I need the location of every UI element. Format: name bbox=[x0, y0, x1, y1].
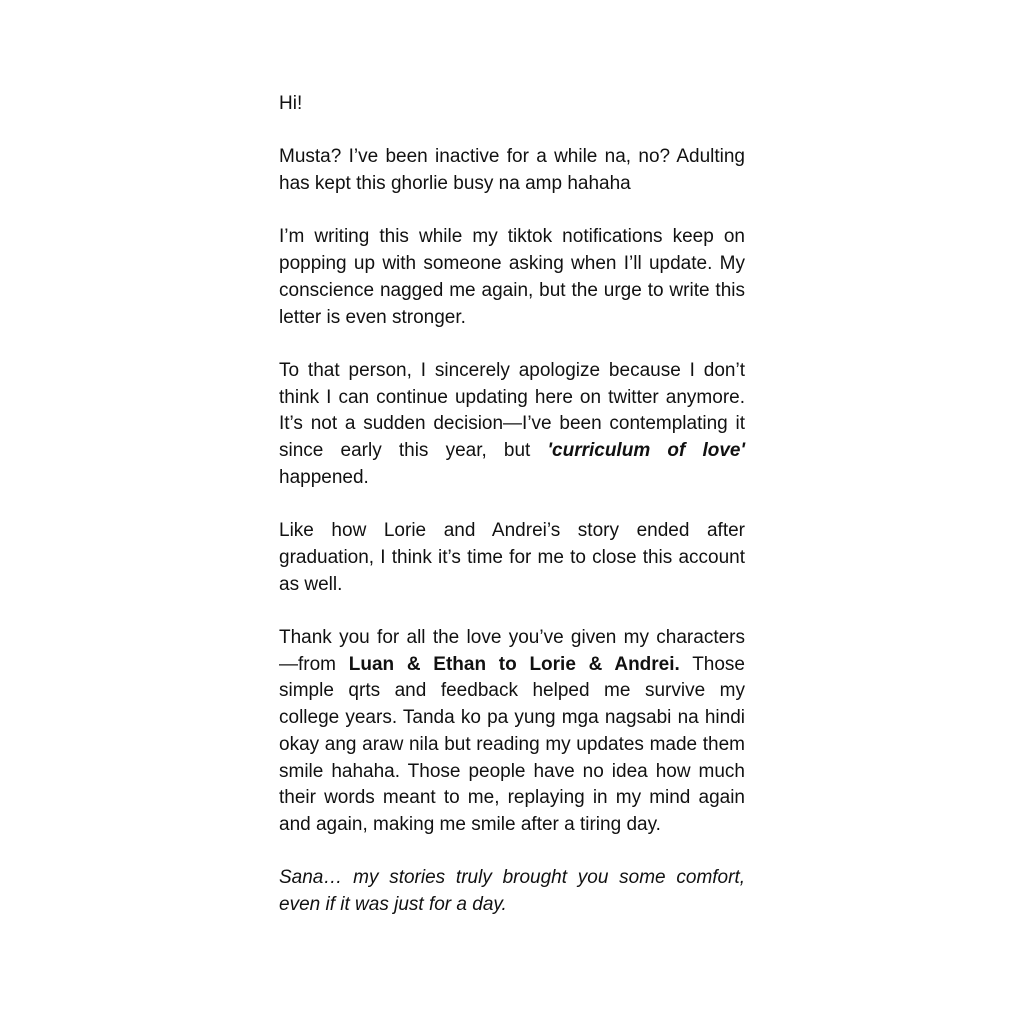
paragraph-musta: Musta? I’ve been inactive for a while na, no? Adulting has kept this ghorlie busy na amp hahaha bbox=[279, 146, 745, 195]
closing-paragraph: Sana… my stories truly brought you some comfort, even if it was just for a day. bbox=[279, 867, 745, 915]
greeting-paragraph: Hi! bbox=[279, 93, 303, 114]
paragraph-apology bbox=[279, 358, 745, 492]
paragraph-thank-you bbox=[279, 625, 745, 839]
paragraph-tiktok-notifications: I’m writing this while my tiktok notifications keep on popping up with someone asking when I’ll update. My conscience nagged me again, but the urge to write this letter is even stronger. bbox=[279, 226, 745, 328]
paragraph-closing-account: Like how Lorie and Andrei’s story ended after graduation, I think it’s time for me to close this account as well. bbox=[279, 520, 745, 595]
thank-you-text-end: Those simple qrts and feedback helped me survive my college years. Tanda ko pa yung mga nagsabi na hindi okay ang araw nila but reading my updates made them smile hahaha. Those people have no idea how much their words meant to me, replaying in my mind again and again, making me smile after a tiring day. bbox=[279, 653, 745, 835]
characters-emphasis: Luan & Ethan to Lorie & Andrei. bbox=[348, 653, 680, 675]
thank-you-text: Thank you for all the love you’ve given my characters—from bbox=[279, 626, 745, 675]
apology-text-end: happened. bbox=[279, 466, 369, 488]
apology-text: To that person, I sincerely apologize because I don’t think I can continue updating here on twitter anymore. It’s not a sudden decision—I’ve been contemplating it since early this year, but bbox=[279, 359, 745, 462]
story-title-emphasis: 'curriculum of love' bbox=[547, 440, 745, 462]
letter-body bbox=[279, 91, 745, 919]
